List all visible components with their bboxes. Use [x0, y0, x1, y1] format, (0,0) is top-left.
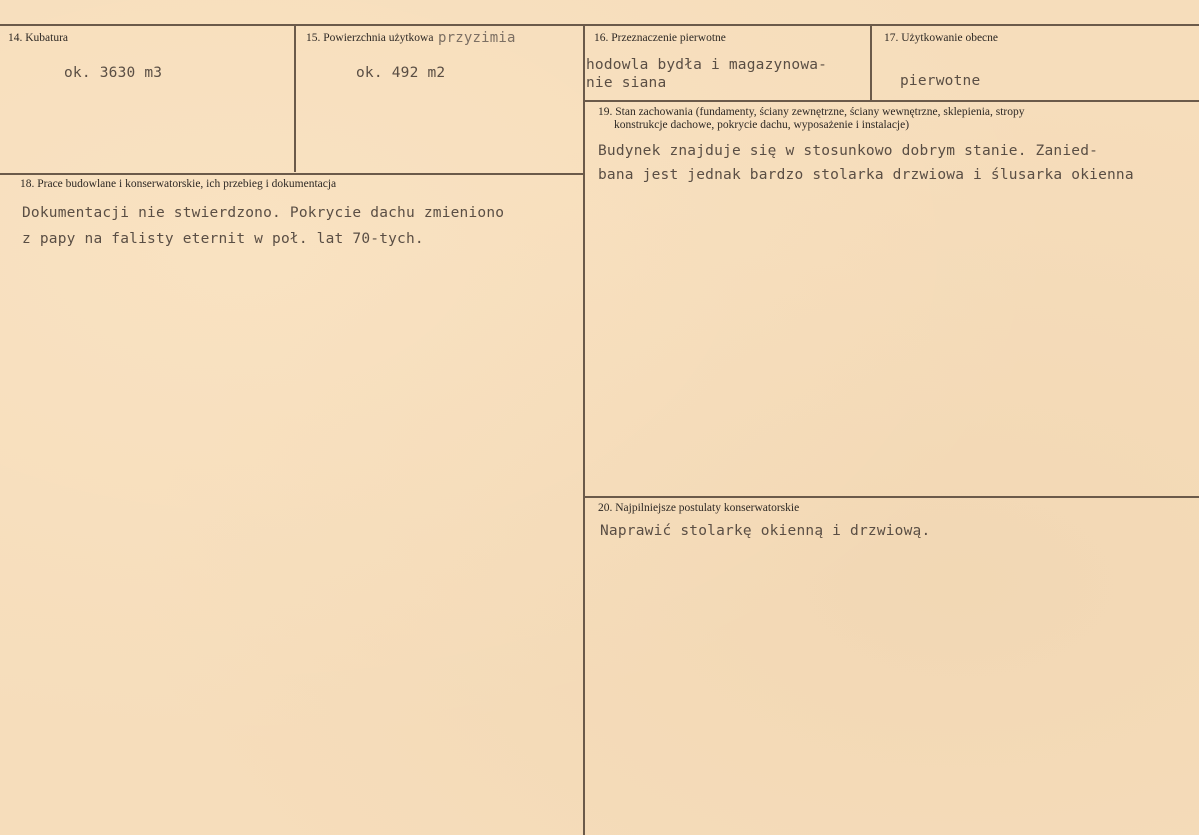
- field-15-overtype: przyzimia: [438, 30, 516, 46]
- field-16-label: 16. Przeznaczenie pierwotne: [594, 32, 726, 44]
- rule-under-16-17: [585, 100, 1199, 102]
- top-rule-right: [586, 24, 1199, 26]
- field-18-line-2: z papy na falisty eternit w poł. lat 70-tych.: [22, 231, 424, 247]
- divider-14-15: [294, 24, 296, 172]
- field-14-label: 14. Kubatura: [8, 32, 69, 44]
- field-17-label: 17. Użytkowanie obecne: [884, 32, 999, 44]
- rule-under-14-15: [0, 173, 585, 175]
- field-16-line-1: hodowla bydła i magazynowa-: [586, 57, 828, 73]
- field-18-label: 18. Prace budowlane i konserwatorskie, ich przebieg i dokumentacja: [20, 178, 337, 190]
- divider-16-17: [870, 24, 872, 100]
- field-20-label: 20. Najpilniejsze postulaty konserwatorskie: [598, 502, 800, 514]
- rule-under-19: [585, 496, 1199, 498]
- top-rule-left: [0, 24, 586, 26]
- field-15-value: ok. 492 m2: [356, 65, 446, 81]
- field-14-value: ok. 3630 m3: [64, 65, 163, 81]
- field-19-label-line-1: 19. Stan zachowania (fundamenty, ściany zewnętrzne, ściany wewnętrzne, sklepienia, stropy: [598, 106, 1025, 118]
- field-20-line-1: Naprawić stolarkę okienną i drzwiową.: [600, 523, 931, 539]
- field-17-value: pierwotne: [900, 73, 981, 89]
- field-19-line-2: bana jest jednak bardzo stolarka drzwiowa i ślusarka okienna: [598, 167, 1134, 183]
- field-18-line-1: Dokumentacji nie stwierdzono. Pokrycie dachu zmieniono: [22, 205, 505, 221]
- field-16-line-2: nie siana: [586, 75, 667, 91]
- divider-main: [583, 24, 585, 835]
- field-19-label-line-2: konstrukcje dachowe, pokrycie dachu, wyposażenie i instalacje): [614, 119, 910, 131]
- field-15-label: 15. Powierzchnia użytkowa: [306, 32, 434, 44]
- field-19-line-1: Budynek znajduje się w stosunkowo dobrym stanie. Zanied-: [598, 143, 1099, 159]
